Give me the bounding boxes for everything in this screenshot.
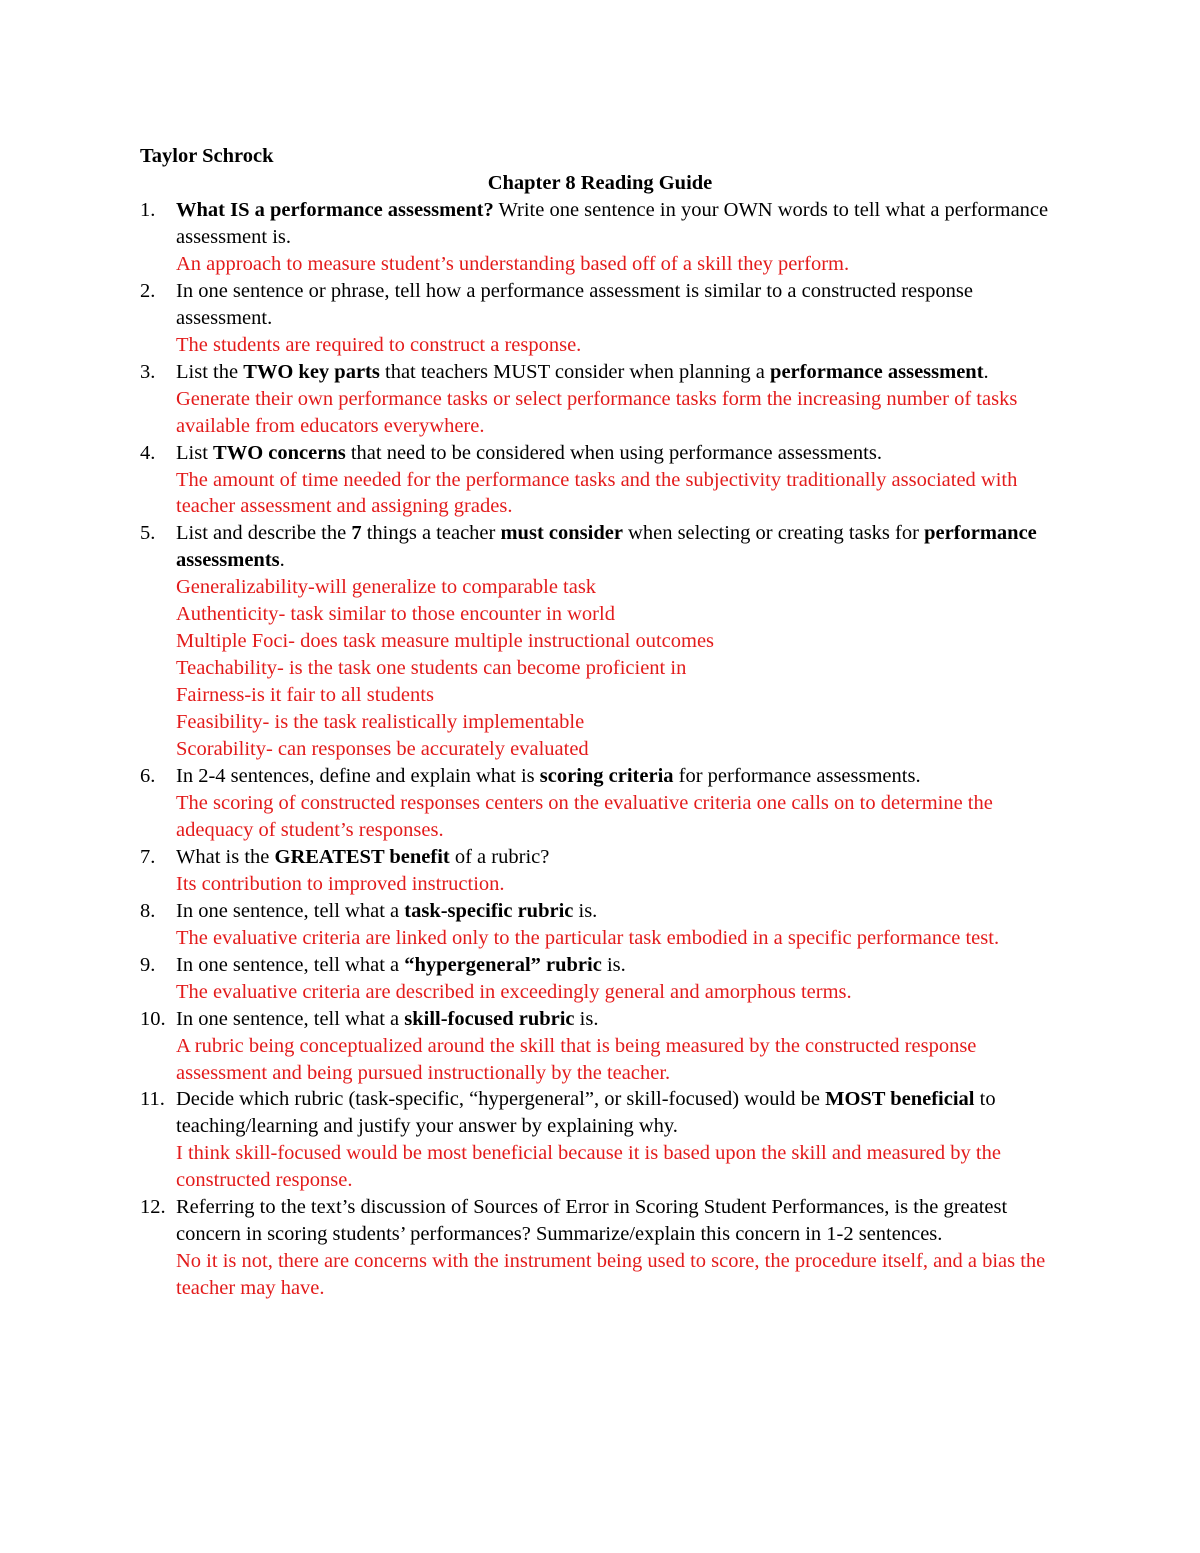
answer-text: The students are required to construct a response. [176, 333, 582, 356]
question-text-part: is. [601, 953, 626, 976]
answer-text: The scoring of constructed responses centers on the evaluative criteria one calls on to determine the adequacy of student’s responses. [176, 791, 993, 841]
question-number: 12. [140, 1196, 166, 1219]
answer-line: Scorability- can responses be accurately evaluated [176, 738, 589, 761]
question-emphasis: skill-focused rubric [404, 1007, 575, 1030]
document-title: Chapter 8 Reading Guide [487, 172, 713, 194]
question-text-part: things a teacher [361, 522, 501, 545]
question-emphasis: TWO concerns [213, 441, 346, 464]
answer-text: Its contribution to improved instruction. [176, 872, 505, 895]
question-text-part: is. [574, 1007, 599, 1030]
question-text [176, 440, 1062, 467]
answer-line: Feasibility- is the task realistically implementable [176, 711, 585, 734]
question-emphasis: What IS a performance assessment? [176, 199, 494, 221]
question-text [176, 197, 1062, 251]
answer-text: The evaluative criteria are described in exceedingly general and amorphous terms. [176, 980, 852, 1003]
question-text-part: List and describe the [176, 522, 352, 545]
question-text [176, 359, 1062, 386]
question-text-part: when selecting or creating tasks for [622, 522, 925, 545]
question-item [0, 1086, 1200, 1194]
question-item [0, 1194, 1200, 1302]
answer-list [176, 574, 1062, 763]
question-text [176, 1086, 1062, 1140]
question-number: 2. [140, 279, 156, 302]
answer-text: The evaluative criteria are linked only to the particular task embodied in a specific performance test. [176, 926, 1000, 949]
question-text [176, 278, 1062, 332]
question-text-part: List [176, 441, 214, 464]
question-text-part: In 2-4 sentences, define and explain what is [176, 765, 540, 788]
question-text-part: . [983, 360, 989, 383]
question-emphasis: MOST beneficial [825, 1088, 975, 1111]
answer-text: No it is not, there are concerns with the instrument being used to score, the procedure itself, and a bias the teacher may have. [176, 1250, 1046, 1300]
answer-line: Authenticity- task similar to those encounter in world [176, 603, 615, 626]
answer-text: I think skill-focused would be most beneficial because it is based upon the skill and measured by the constructed response. [176, 1142, 1001, 1192]
question-number: 7. [140, 845, 156, 868]
question-item [0, 197, 1200, 278]
question-emphasis: scoring criteria [539, 765, 674, 788]
question-item [0, 359, 1200, 440]
question-text-part: What is the [176, 845, 275, 868]
question-text-part: In one sentence, tell what a [176, 953, 405, 976]
answer-text: The amount of time needed for the performance tasks and the subjectivity traditionally associated with teacher assessment and assigning grades. [176, 468, 1018, 518]
question-text-part: to teaching/learning and justify your answer by explaining why. [176, 1088, 996, 1138]
question-number: 10. [140, 1007, 166, 1030]
question-number: 8. [140, 899, 156, 922]
answer-text: A rubric being conceptualized around the skill that is being measured by the constructed response assessment and being pursued instructionally by the teacher. [176, 1034, 977, 1084]
question-number: 5. [140, 522, 156, 545]
question-text-part: In one sentence, tell what a [176, 899, 405, 922]
answer-line: Teachability- is the task one students can become proficient in [176, 657, 687, 680]
question-text-part: for performance assessments. [673, 765, 921, 788]
question-emphasis: “hypergeneral” rubric [404, 953, 602, 976]
question-item [0, 952, 1200, 1006]
question-text-part: List the [176, 360, 244, 383]
question-text [176, 844, 1062, 871]
question-text [176, 1194, 1062, 1248]
question-text-part: . [279, 549, 285, 572]
question-item [0, 278, 1200, 359]
question-text-part: Decide which rubric (task-specific, “hypergeneral”, or skill-focused) would be [176, 1088, 826, 1111]
question-text-part: Write one sentence in your OWN words to tell what a performance assessment is. [176, 199, 1049, 248]
question-number: 4. [140, 441, 156, 464]
question-emphasis: performance assessment [770, 360, 984, 383]
question-text [176, 898, 1062, 925]
question-text-part: is. [573, 899, 598, 922]
question-emphasis: TWO key parts [243, 360, 380, 383]
question-emphasis: task-specific rubric [404, 899, 574, 922]
question-text [176, 763, 1062, 790]
question-number: 11. [140, 1088, 165, 1111]
question-text-part: In one sentence or phrase, tell how a performance assessment is similar to a constructed response assessment. [176, 279, 973, 329]
answer-line: Generalizability-will generalize to comparable task [176, 576, 597, 599]
question-emphasis: must consider [500, 522, 623, 545]
question-number: 9. [140, 953, 156, 976]
question-emphasis: performance assessments [176, 522, 1037, 572]
author-name: Taylor Schrock [140, 145, 274, 167]
answer-line: Multiple Foci- does task measure multiple instructional outcomes [176, 630, 715, 653]
question-item [0, 898, 1200, 952]
question-emphasis: GREATEST benefit [274, 845, 450, 868]
question-number: 3. [140, 360, 156, 383]
question-list [0, 197, 1200, 1302]
question-number: 1. [140, 199, 156, 221]
question-text [176, 520, 1062, 574]
question-item [0, 844, 1200, 898]
answer-text: An approach to measure student’s understanding based off of a skill they perform. [176, 252, 850, 275]
question-item [0, 520, 1200, 763]
question-text-part: that need to be considered when using performance assessments. [345, 441, 882, 464]
question-item [0, 440, 1200, 521]
question-text [176, 952, 1062, 979]
question-text [176, 1006, 1062, 1033]
answer-line: Fairness-is it fair to all students [176, 684, 434, 707]
question-emphasis: 7 [351, 522, 362, 545]
question-text-part: of a rubric? [449, 845, 550, 868]
question-item [0, 1006, 1200, 1087]
question-text-part: that teachers MUST consider when planning a [379, 360, 771, 383]
answer-text: Generate their own performance tasks or select performance tasks form the increasing number of tasks available from educators everywhere. [176, 387, 1018, 437]
question-text-part: In one sentence, tell what a [176, 1007, 405, 1030]
question-text-part: Referring to the text’s discussion of Sources of Error in Scoring Student Performances, is the greatest concern in scoring students’ performances? Summarize/explain this concern in 1-2 sentences. [176, 1196, 1008, 1246]
question-item [0, 763, 1200, 844]
question-number: 6. [140, 765, 156, 788]
